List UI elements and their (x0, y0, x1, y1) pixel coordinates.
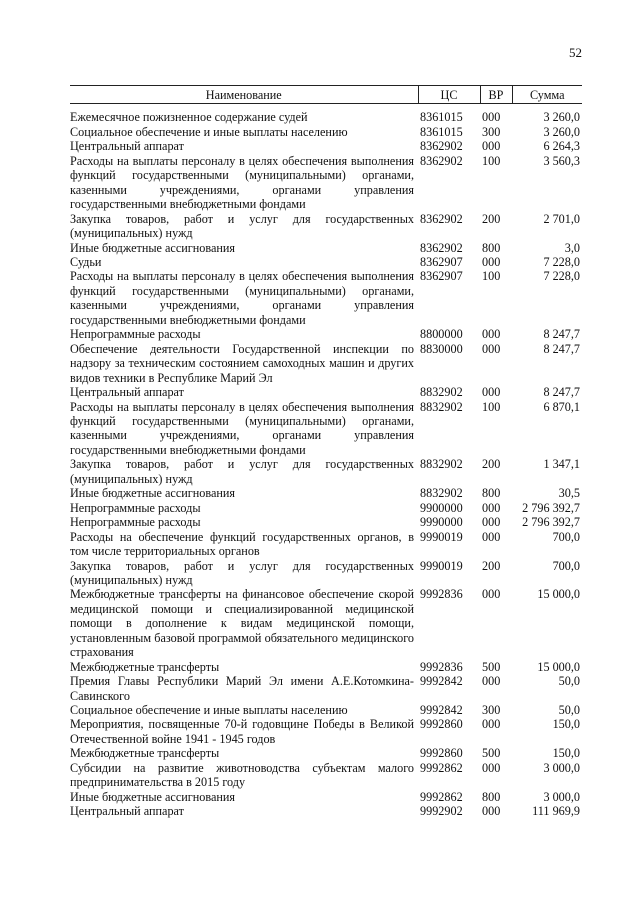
row-vr: 000 (482, 341, 501, 356)
row-vr: 500 (482, 659, 501, 674)
header-name: Наименование (70, 86, 418, 104)
table-header-row (70, 86, 582, 104)
row-name: Премия Главы Республики Марий Эл имени А.Е.Котомкина-Савинского (70, 674, 414, 703)
table-row (70, 703, 582, 717)
row-vr: 000 (482, 385, 501, 400)
row-vr: 000 (482, 674, 501, 689)
row-cs: 9990019 (420, 558, 463, 573)
row-cs: 9992902 (420, 804, 463, 819)
row-cs: 8362907 (420, 254, 463, 269)
row-vr: 800 (482, 486, 501, 501)
row-name: Расходы на выплаты персоналу в целях обеспечения выполнения функций государственными (муниципальными) органами, казенными учреждениями, органами управления государственными внебюджетными фондами (70, 269, 414, 327)
row-sum: 150,0 (552, 717, 580, 732)
row-cs: 9990019 (420, 529, 463, 544)
row-vr: 000 (482, 587, 501, 602)
table-row (70, 400, 582, 458)
row-cs: 9992860 (420, 746, 463, 761)
row-sum: 150,0 (552, 746, 580, 761)
table-row (70, 154, 582, 212)
row-cs: 9992862 (420, 789, 463, 804)
row-cs: 9900000 (420, 500, 463, 515)
row-cs: 9992862 (420, 760, 463, 775)
row-name: Субсидии на развитие животноводства субъектам малого предпринимательства в 2015 году (70, 760, 414, 790)
row-cs: 9992842 (420, 703, 463, 718)
row-cs: 9992836 (420, 587, 463, 602)
row-name: Иные бюджетные ассигнования (70, 789, 236, 804)
row-cs: 8362902 (420, 153, 463, 168)
row-cs: 9992842 (420, 674, 463, 689)
row-cs: 8832902 (420, 486, 463, 501)
row-sum: 6 264,3 (543, 139, 580, 154)
row-sum: 1 347,1 (543, 457, 580, 472)
row-name: Ежемесячное пожизненное содержание судей (70, 110, 308, 125)
row-vr: 000 (482, 110, 501, 125)
table-row (70, 515, 582, 529)
row-vr: 200 (482, 211, 501, 226)
table-row (70, 717, 582, 746)
table-row (70, 804, 582, 818)
row-vr: 000 (482, 515, 501, 530)
row-sum: 7 228,0 (543, 254, 580, 269)
row-vr: 800 (482, 240, 501, 255)
row-cs: 8830000 (420, 341, 463, 356)
row-sum: 50,0 (558, 703, 580, 718)
table-row (70, 674, 582, 703)
table-row (70, 501, 582, 515)
row-name: Закупка товаров, работ и услуг для государственных (муниципальных) нужд (70, 211, 414, 241)
table-row (70, 559, 582, 588)
row-sum: 3 260,0 (543, 124, 580, 139)
row-cs: 8832902 (420, 399, 463, 414)
header-sum: Сумма (512, 86, 582, 104)
row-sum: 8 247,7 (543, 385, 580, 400)
row-cs: 8832902 (420, 385, 463, 400)
table-row (70, 486, 582, 500)
table-row (70, 255, 582, 269)
row-name: Центральный аппарат (70, 804, 184, 819)
row-name: Расходы на обеспечение функций государственных органов, в том числе территориальных органов (70, 529, 414, 559)
row-vr: 000 (482, 804, 501, 819)
row-name: Расходы на выплаты персоналу в целях обеспечения выполнения функций государственными (муниципальными) органами, казенными учреждениями, органами управления государственными внебюджетными фондами (70, 153, 414, 212)
table-row (70, 269, 582, 327)
table-row (70, 385, 582, 399)
row-name: Межбюджетные трансферты на финансовое обеспечение скорой медицинской помощи и специализированной медицинской помощи в дополнение к видам медицинской помощи, установленным базовой программой обязательного медицинского страхования (70, 587, 414, 660)
row-vr: 500 (482, 746, 501, 761)
table-row (70, 327, 582, 341)
table-row (70, 746, 582, 760)
row-vr: 300 (482, 703, 501, 718)
table-body (70, 104, 582, 819)
row-vr: 000 (482, 717, 501, 732)
row-vr: 100 (482, 399, 501, 414)
row-vr: 100 (482, 153, 501, 168)
row-sum: 6 870,1 (543, 399, 580, 414)
row-name: Расходы на выплаты персоналу в целях обеспечения выполнения функций государственными (муниципальными) органами, казенными учреждениями, органами управления государственными внебюджетными фондами (70, 399, 414, 457)
row-name: Межбюджетные трансферты (70, 746, 220, 761)
row-sum: 3 000,0 (543, 789, 580, 804)
row-name: Непрограммные расходы (70, 327, 201, 342)
row-vr: 000 (482, 529, 501, 544)
table-row (70, 530, 582, 559)
row-name: Судьи (70, 254, 102, 269)
row-sum: 2 796 392,7 (522, 500, 580, 515)
row-sum: 111 969,9 (532, 804, 580, 819)
row-name: Иные бюджетные ассигнования (70, 486, 236, 501)
row-name: Социальное обеспечение и иные выплаты населению (70, 124, 348, 139)
row-name: Иные бюджетные ассигнования (70, 240, 236, 255)
table-row (70, 212, 582, 241)
row-vr: 000 (482, 500, 501, 515)
row-cs: 8361015 (420, 110, 463, 125)
budget-table (70, 85, 582, 819)
row-name: Межбюджетные трансферты (70, 659, 220, 674)
row-name: Обеспечение деятельности Государственной инспекции по надзору за техническим состоянием самоходных машин и других видов техники в Республике Марий Эл (70, 341, 414, 385)
row-sum: 3 560,3 (543, 153, 580, 168)
row-sum: 7 228,0 (543, 269, 580, 284)
row-sum: 50,0 (558, 674, 580, 689)
table-row (70, 457, 582, 486)
row-cs: 8362902 (420, 139, 463, 154)
row-name: Центральный аппарат (70, 139, 184, 154)
row-cs: 8832902 (420, 457, 463, 472)
row-vr: 300 (482, 124, 501, 139)
row-name: Социальное обеспечение и иные выплаты населению (70, 703, 348, 718)
table-row (70, 790, 582, 804)
row-vr: 000 (482, 254, 501, 269)
row-name: Центральный аппарат (70, 385, 184, 400)
table-row (70, 761, 582, 790)
row-sum: 2 701,0 (543, 211, 580, 226)
row-cs: 8800000 (420, 327, 463, 342)
table-row (70, 139, 582, 153)
table-row (70, 587, 582, 659)
page-number: 52 (569, 45, 582, 60)
header-vr: ВР (480, 86, 512, 104)
row-vr: 100 (482, 269, 501, 284)
row-sum: 15 000,0 (537, 587, 580, 602)
row-name: Закупка товаров, работ и услуг для государственных (муниципальных) нужд (70, 457, 414, 486)
row-name: Непрограммные расходы (70, 500, 201, 515)
row-sum: 3,0 (564, 240, 580, 255)
row-cs: 8361015 (420, 124, 463, 139)
row-cs: 9992836 (420, 659, 463, 674)
row-name: Закупка товаров, работ и услуг для государственных (муниципальных) нужд (70, 558, 414, 587)
row-cs: 9990000 (420, 515, 463, 530)
row-name: Мероприятия, посвященные 70-й годовщине Победы в Великой Отечественной войне 1941 - 1945 годов (70, 717, 414, 746)
row-vr: 200 (482, 457, 501, 472)
row-vr: 800 (482, 789, 501, 804)
header-cs: ЦС (418, 86, 480, 104)
row-sum: 700,0 (552, 529, 580, 544)
row-cs: 9992860 (420, 717, 463, 732)
row-sum: 30,5 (558, 486, 580, 501)
row-sum: 700,0 (552, 558, 580, 573)
row-sum: 15 000,0 (537, 659, 580, 674)
row-vr: 000 (482, 327, 501, 342)
table-row (70, 660, 582, 674)
row-name: Непрограммные расходы (70, 515, 201, 530)
row-sum: 3 000,0 (543, 760, 580, 775)
row-vr: 000 (482, 760, 501, 775)
row-sum: 3 260,0 (543, 110, 580, 125)
table-row (70, 342, 582, 385)
table-row (70, 241, 582, 255)
row-cs: 8362902 (420, 211, 463, 226)
table-row (70, 104, 582, 125)
row-sum: 2 796 392,7 (522, 515, 580, 530)
row-cs: 8362902 (420, 240, 463, 255)
row-sum: 8 247,7 (543, 327, 580, 342)
row-sum: 8 247,7 (543, 341, 580, 356)
table-row (70, 125, 582, 139)
row-vr: 200 (482, 558, 501, 573)
row-vr: 000 (482, 139, 501, 154)
row-cs: 8362907 (420, 269, 463, 284)
